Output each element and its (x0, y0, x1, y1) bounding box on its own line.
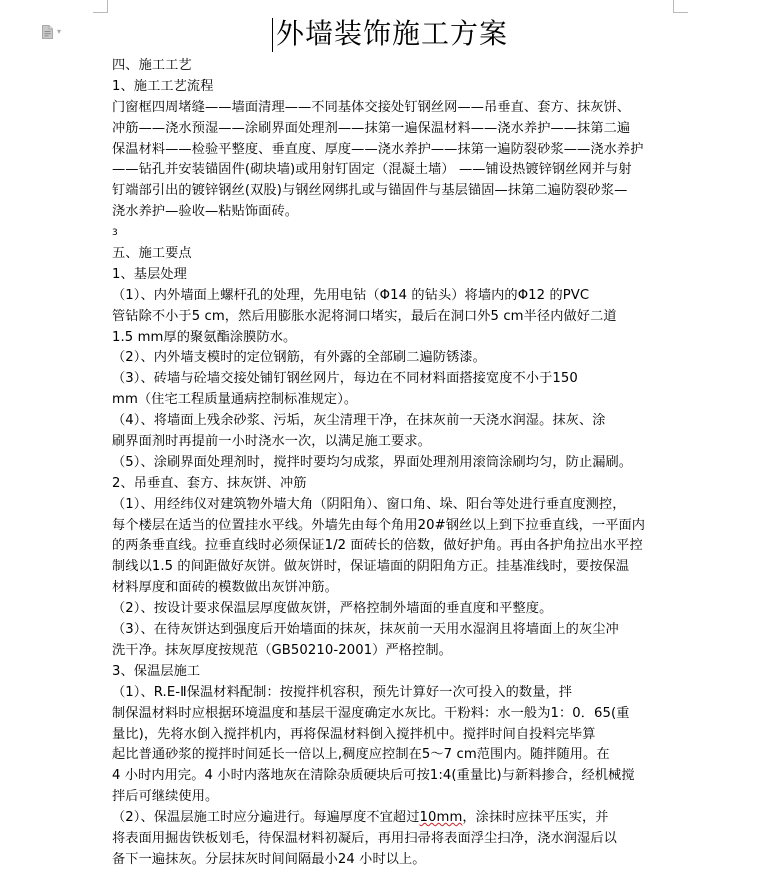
paragraph-line: （4）、将墙面上残余砂浆、污垢，灰尘清理干净，在抹灰前一天浇水润湿。抹灰、涂 (112, 413, 606, 429)
document-title-text: 外墙装饰施工方案 (275, 17, 508, 50)
paragraph-line-text: （2）、保温层施工时应分遍进行。每遍厚度不宜超过 (112, 810, 420, 826)
paragraph-line: （3）、在待灰饼达到强度后开始墙面的抹灰，抹灰前一天用水湿润且将墙面上的灰尘冲 (112, 622, 619, 638)
page-number: 3 (112, 228, 118, 239)
paragraph-line (112, 808, 667, 829)
paragraph-line: 材料厚度和面砖的模数做出灰饼冲筋。 (112, 580, 338, 596)
paragraph-line: （1）、内外墙面上螺杆孔的处理，先用电钻（Φ14 的钻头）将墙内的Φ12 的PVC (112, 287, 590, 303)
paragraph-line: 1.5 mm厚的聚氨酯涂膜防水。 (112, 329, 297, 345)
paragraph-line: mm（住宅工程质量通病控制标准规定）。 (112, 392, 358, 408)
paragraph-line: ——钻孔并安装锚固件(砌块墙)或用射钉固定（混凝土墙） ——铺设热镀锌钢丝网并与射 (112, 162, 632, 178)
page-corner-mark-right (673, 0, 688, 13)
subsection-heading: 1、基层处理 (112, 266, 187, 282)
document-title[interactable] (272, 14, 508, 54)
paragraph-line-text: ，涂抹时应抹平压实，并 (462, 810, 609, 826)
page-corner-mark-left (93, 0, 108, 13)
paragraph-line: 拌后可继续使用。 (112, 789, 219, 805)
paragraph-line: 门窗框四周堵缝——墙面清理——不同基体交接处钉钢丝网——吊垂直、套方、抹灰饼、 (112, 99, 631, 115)
paragraph-line: 保温材料——检验平整度、垂直度、厚度——浇水养护——抹第一遍防裂砂浆——浇水养护 (112, 141, 644, 157)
subsection-heading: 3、保温层施工 (112, 663, 201, 679)
paragraph-line: 将表面用掘齿铁板划毛，待保温材料初凝后，再用扫帚将表面浮尘扫净，浇水润湿后以 (112, 830, 617, 846)
section-heading: 五、施工要点 (112, 246, 192, 262)
paragraph-line: 管钻除不小于5 cm，然后用膨胀水泥将洞口堵实，最后在洞口外5 cm半径内做好二道 (112, 308, 617, 324)
paragraph-line: （1）、用经纬仪对建筑物外墙大角（阴阳角）、窗口角、垛、阳台等处进行垂直度测控， (112, 496, 626, 512)
paragraph-line: 浇水养护—验收—粘贴饰面砖。 (112, 204, 299, 220)
paragraph-line: （3）、砖墙与砼墙交接处铺钉钢丝网片，每边在不同材料面搭接宽度不小于150 (112, 371, 578, 387)
paragraph-line: 4 小时内用完。4 小时内落地灰在清除杂质硬块后可按1:4(重量比)与新料掺合，经机械搅 (112, 768, 635, 784)
paragraph-line: （5）、涂刷界面处理剂时，搅拌时要均匀成浆，界面处理剂用滚筒涂刷均匀，防止漏刷。 (112, 454, 633, 470)
paragraph-line: 量比)，先将水倒入搅拌机内，再将保温材料倒入搅拌机中。搅拌时间自投料完毕算 (112, 726, 596, 742)
paragraph-line: （2）、内外墙支模时的定位钢筋，有外露的全部刷二遍防锈漆。 (112, 350, 486, 366)
subsection-heading: 2、吊垂直、套方、抹灰饼、冲筋 (112, 475, 307, 491)
paragraph-line: 刷界面剂时再提前一小时浇水一次，以满足施工要求。 (112, 434, 431, 450)
text-cursor (272, 18, 273, 52)
paragraph-line: 冲筋——浇水预湿——涂刷界面处理剂——抹第一遍保温材料——浇水养护——抹第二遍 (112, 120, 631, 136)
section-heading: 四、施工工艺 (112, 58, 192, 73)
document-body[interactable] (112, 56, 667, 871)
paragraph-line: 备下一遍抹灰。分层抹灰时间间隔最小24 小时以上。 (112, 851, 426, 867)
paragraph-line: 制保温材料时应根据环境温度和基层干湿度确定水灰比。干粉料：水一般为1：0．65(重 (112, 705, 630, 721)
paragraph-line: 的两条垂直线。拉垂直线时必须保证1/2 面砖长的倍数，做好护角。再由各护角拉出水平控 (112, 538, 643, 554)
paragraph-line: 每个楼层在适当的位置挂水平线。外墙先由每个角用20#钢丝以上到下拉垂直线，一平面内 (112, 517, 646, 533)
spellcheck-underlined-text: 10mm (419, 810, 463, 826)
paragraph-line: （2）、按设计要求保温层厚度做灰饼，严格控制外墙面的垂直度和平整度。 (112, 601, 553, 617)
paragraph-line: 制线以1.5 的间距做好灰饼。做灰饼时，保证墙面的阴阳角方正。挂基准线时，要按保温 (112, 559, 630, 575)
paragraph-line: 钉端部引出的镀锌钢丝(双股)与钢丝网绑扎或与锚固件与基层锚固—抹第二遍防裂砂浆— (112, 183, 628, 199)
paragraph-line: 起比普通砂浆的搅拌时间延长一倍以上,稠度应控制在5～7 cm范围内。随拌随用。在 (112, 747, 610, 763)
chevron-down-icon: ▾ (57, 27, 62, 36)
subsection-heading: 1、施工工艺流程 (112, 78, 214, 94)
paragraph-line: 洗干净。抹灰厚度按规范（GB50210-2001）严格控制。 (112, 642, 452, 658)
paragraph-line: （1）、R.E-Ⅱ保温材料配制：按搅拌机容积，预先计算好一次可投入的数量，拌 (112, 684, 573, 700)
